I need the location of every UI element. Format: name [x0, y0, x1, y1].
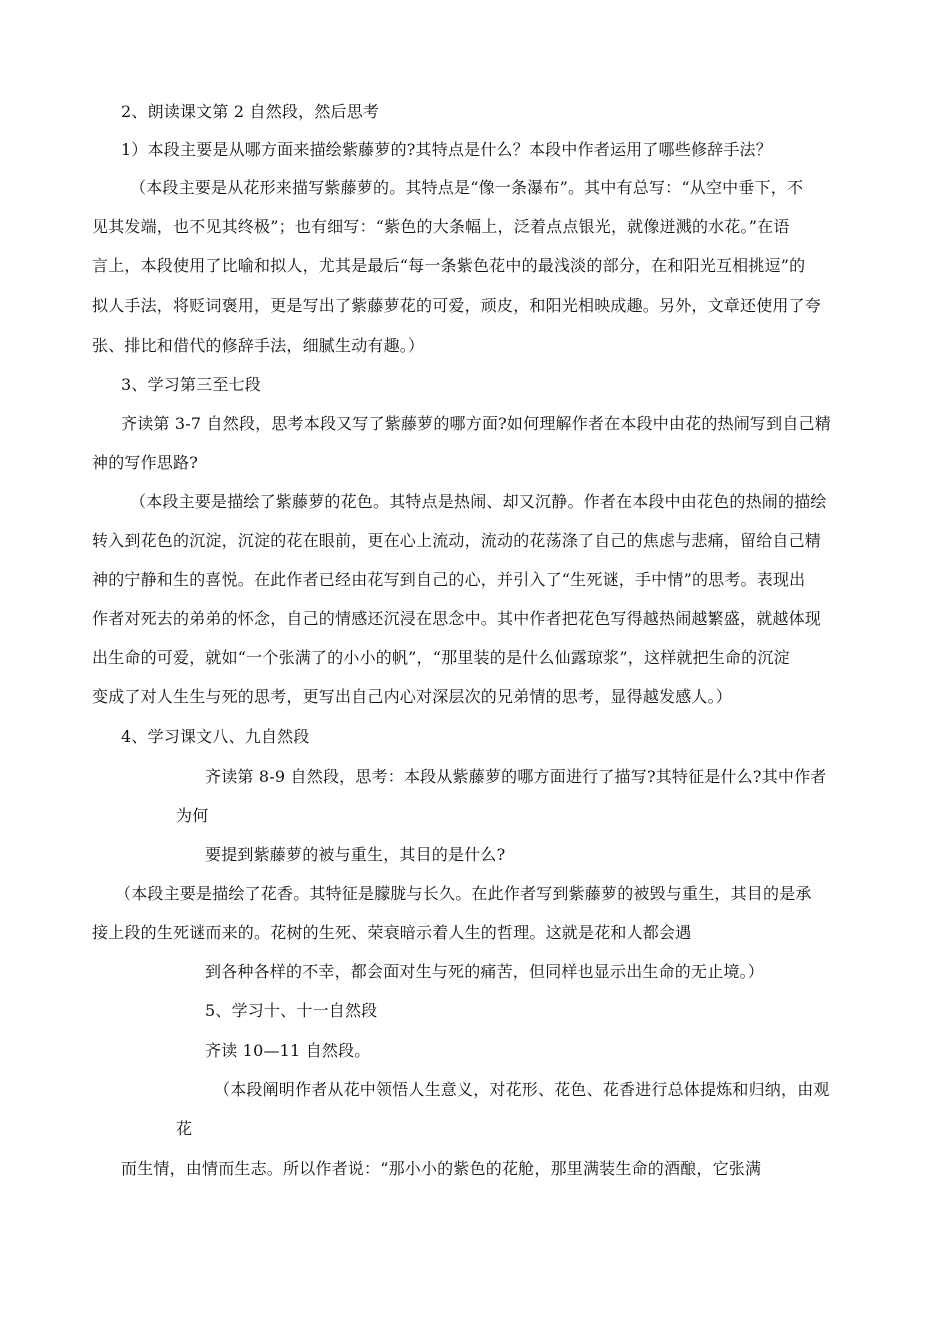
answer-3-line-3: 神的宁静和生的喜悦。在此作者已经由花写到自己的心，并引入了“生死谜，手中情”的思考。表现出 — [92, 570, 806, 589]
answer-5-line-1: （本段阐明作者从花中领悟人生意义，对花形、花色、花香进行总体提炼和归纳，由观 — [214, 1080, 830, 1099]
answer-3-line-4: 作者对死去的弟弟的怀念，自己的情感还沉浸在思念中。其中作者把花色写得越热闹越繁盛，就越体现 — [92, 609, 822, 628]
answer-4-line-2: 接上段的生死谜而来的。花树的生死、荣衰暗示着人生的哲理。这就是花和人都会遇 — [92, 923, 692, 942]
section-4-heading: 4、学习课文八、九自然段 — [121, 727, 310, 746]
instruction-5: 齐读 10—11 自然段。 — [205, 1041, 371, 1060]
answer-3-line-5: 出生命的可爱，就如“一个张满了的小小的帆”，“那里装的是什么仙露琼浆”，这样就把生命的沉淀 — [92, 648, 790, 667]
question-4-line-1: 齐读第 8-9 自然段，思考：本段从紫藤萝的哪方面进行了描写?其特征是什么?其中作者 — [205, 767, 827, 786]
section-2-heading: 2、朗读课文第 2 自然段，然后思考 — [121, 102, 380, 121]
answer-1-line-3: 言上，本段使用了比喻和拟人，尤其是最后“每一条紫色花中的最浅淡的部分，在和阳光互相挑逗”的 — [92, 256, 806, 275]
answer-3-line-1: （本段主要是描绘了紫藤萝的花色。其特点是热闹、却又沉静。作者在本段中由花色的热闹的描绘 — [130, 492, 827, 511]
answer-4-line-1: （本段主要是描绘了花香。其特征是朦胧与长久。在此作者写到紫藤萝的被毁与重生，其目的是承 — [115, 884, 812, 903]
answer-1-line-2: 见其发端，也不见其终极”；也有细写：“紫色的大条幅上，泛着点点银光，就像迸溅的水花。”在语 — [92, 217, 790, 236]
question-4-line-3: 要提到紫藤萝的被与重生，其目的是什么? — [205, 845, 506, 864]
question-1: 1）本段主要是从哪方面来描绘紫藤萝的?其特点是什么？本段中作者运用了哪些修辞手法？ — [121, 140, 772, 159]
answer-1-line-4: 拟人手法，将贬词褒用，更是写出了紫藤萝花的可爱，顽皮，和阳光相映成趣。另外，文章还使用了夸 — [92, 296, 822, 315]
answer-5-line-2: 花 — [176, 1119, 193, 1138]
answer-4-line-3: 到各种各样的不幸，都会面对生与死的痛苦，但同样也显示出生命的无止境。） — [205, 962, 765, 981]
question-3-line-1: 齐读第 3-7 自然段，思考本段又写了紫藤萝的哪方面?如何理解作者在本段中由花的热闹写到自己精 — [121, 414, 831, 433]
section-3-heading: 3、学习第三至七段 — [121, 375, 261, 394]
answer-3-line-6: 变成了对人生生与死的思考，更写出自己内心对深层次的兄弟情的思考，显得越发感人。） — [92, 687, 733, 706]
section-5-heading: 5、学习十、十一自然段 — [205, 1001, 378, 1020]
question-4-line-2: 为何 — [176, 806, 209, 825]
answer-5-line-3: 而生情，由情而生志。所以作者说：“那小小的紫色的花舱，那里满装生命的酒酿，它张满 — [121, 1159, 762, 1178]
answer-1-line-1: （本段主要是从花形来描写紫藤萝的。其特点是“像一条瀑布”。其中有总写：“从空中垂下，不 — [130, 178, 804, 197]
answer-3-line-2: 转入到花色的沉淀，沉淀的花在眼前，更在心上流动，流动的花荡涤了自己的焦虑与悲痛，留给自己精 — [92, 531, 822, 550]
answer-1-line-5: 张、排比和借代的修辞手法，细腻生动有趣。） — [92, 336, 425, 355]
question-3-line-2: 神的写作思路? — [92, 453, 198, 472]
